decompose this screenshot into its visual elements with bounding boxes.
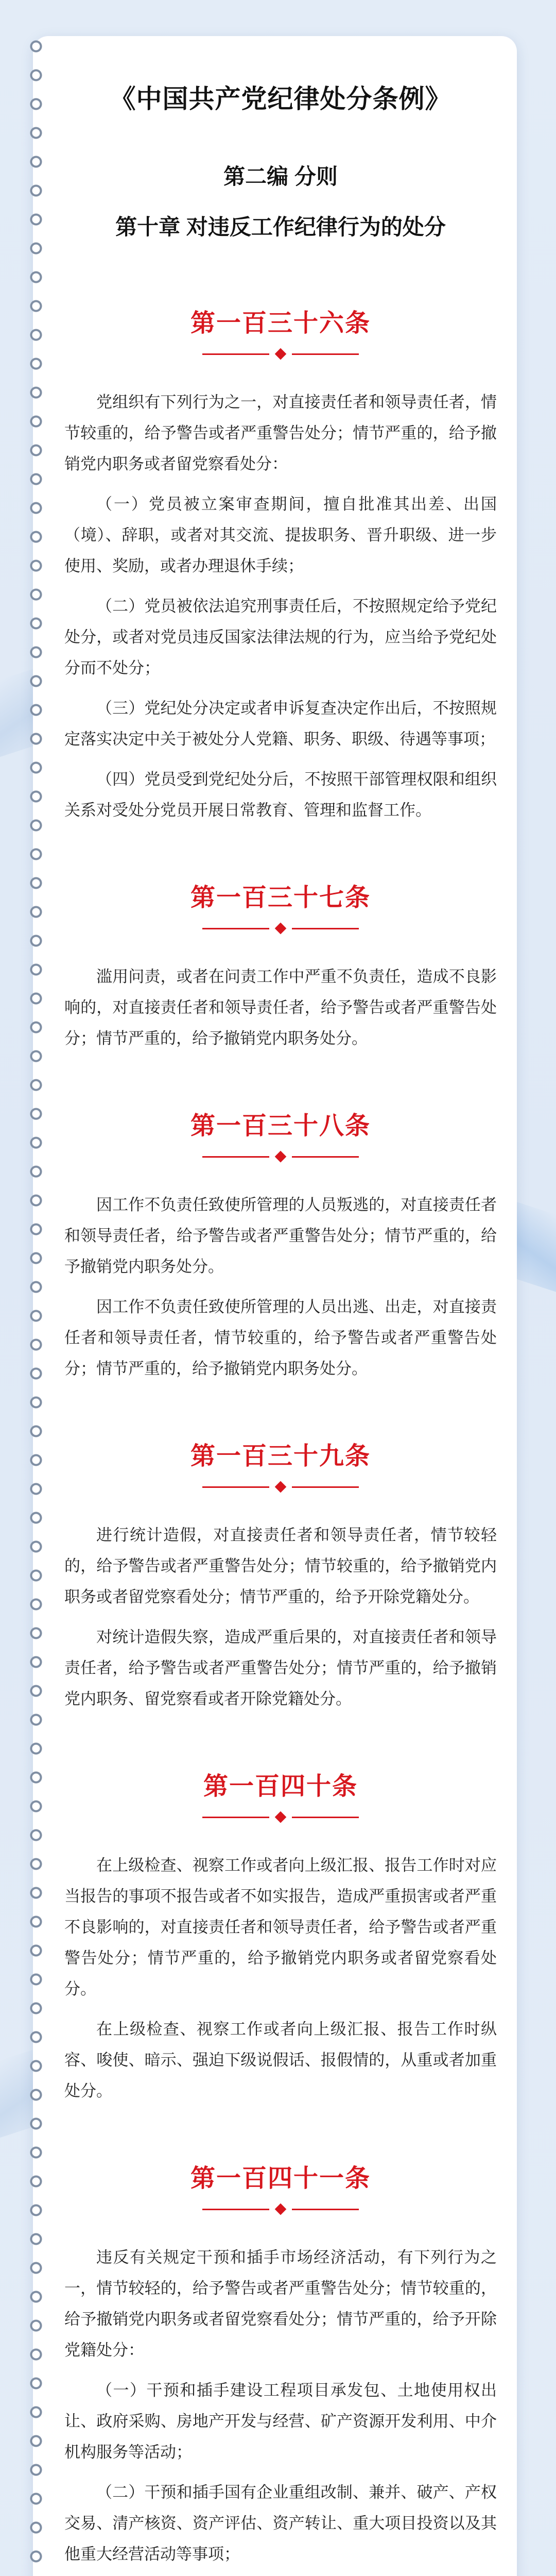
article-body — [64, 1850, 497, 2107]
article-paragraph: 滥用问责，或者在问责工作中严重不负责任，造成不良影响的，对直接责任者和领导责任者，给予警告或者严重警告处分；情节严重的，给予撤销党内职务处分。 — [64, 968, 497, 1047]
article-paragraph: 在上级检查、视察工作或者向上级汇报、报告工作时纵容、唆使、暗示、强迫下级说假话、报假情的，从重或者加重处分。 — [64, 2020, 497, 2100]
heading-ornament — [64, 350, 497, 358]
article-paragraph: 在上级检查、视察工作或者向上级汇报、报告工作时对应当报告的事项不报告或者不如实报告，造成严重损害或者严重不良影响的，对直接责任者和领导责任者，给予警告或者严重警告处分；情节严重的，给予撤销党内职务或者留党察看处分。 — [64, 1856, 497, 1998]
diamond-icon — [275, 348, 287, 360]
article-section — [64, 1106, 497, 1384]
article-body — [64, 961, 497, 1054]
article-paragraph: 对统计造假失察，造成严重后果的，对直接责任者和领导责任者，给予警告或者严重警告处分；情节严重的，给予撤销党内职务、留党察看或者开除党籍处分。 — [64, 1628, 497, 1708]
article-body — [64, 387, 497, 826]
article-body — [64, 1520, 497, 1715]
article-heading — [64, 303, 497, 358]
heading-ornament — [64, 1813, 497, 1821]
article-body — [64, 1190, 497, 1384]
articles-list — [64, 303, 497, 2576]
article-paragraph: 进行统计造假，对直接责任者和领导责任者，情节较轻的，给予警告或者严重警告处分；情节较重的，给予撤销党内职务或者留党察看处分；情节严重的，给予开除党籍处分。 — [64, 1526, 497, 1606]
chapter-title: 第十章 对违反工作纪律行为的处分 — [115, 215, 446, 239]
article-paragraph: （二）党员被依法追究刑事责任后，不按照规定给予党纪处分，或者对党员违反国家法律法规的行为，应当给予党纪处分而不处分； — [64, 597, 497, 677]
diamond-icon — [275, 1151, 287, 1163]
article-title: 第一百四十一条 — [190, 2165, 371, 2192]
heading-ornament — [64, 924, 497, 933]
article-title: 第一百三十八条 — [190, 1112, 371, 1140]
heading-rule — [292, 928, 359, 929]
article-title: 第一百三十七条 — [190, 884, 371, 911]
article-section — [64, 1436, 497, 1715]
part-title: 第二编 分则 — [223, 164, 338, 189]
article-title: 第一百三十六条 — [190, 310, 371, 337]
article-section — [64, 2158, 497, 2576]
heading-rule — [202, 2209, 269, 2210]
article-heading — [64, 1106, 497, 1161]
article-paragraph: 因工作不负责任致使所管理的人员叛逃的，对直接责任者和领导责任者，给予警告或者严重警告处分；情节严重的，给予撤销党内职务处分。 — [64, 1196, 497, 1276]
heading-ornament — [64, 1483, 497, 1491]
article-paragraph: 因工作不负责任致使所管理的人员出逃、出走，对直接责任者和领导责任者，情节较重的，给予警告或者严重警告处分；情节严重的，给予撤销党内职务处分。 — [64, 1298, 497, 1378]
article-paragraph: （一）干预和插手建设工程项目承发包、土地使用权出让、政府采购、房地产开发与经营、矿产资源开发利用、中介机构服务等活动； — [64, 2381, 497, 2461]
article-section — [64, 877, 497, 1054]
heading-rule — [202, 1156, 269, 1158]
heading-rule — [292, 1817, 359, 1818]
article-heading — [64, 2158, 497, 2213]
article-section — [64, 1766, 497, 2107]
article-heading — [64, 1436, 497, 1491]
spiral-binding — [20, 36, 53, 2576]
article-title: 第一百四十条 — [203, 1773, 358, 1800]
article-paragraph: （三）党纪处分决定或者申诉复查决定作出后，不按照规定落实决定中关于被处分人党籍、职务、职级、待遇等事项； — [64, 699, 497, 748]
heading-rule — [202, 928, 269, 929]
article-heading — [64, 877, 497, 933]
heading-rule — [202, 353, 269, 355]
article-heading — [64, 1766, 497, 1821]
heading-rule — [292, 353, 359, 355]
article-paragraph: 违反有关规定干预和插手市场经济活动，有下列行为之一，情节较轻的，给予警告或者严重警告处分；情节较重的，给予撤销党内职务或者留党察看处分；情节严重的，给予开除党籍处分： — [64, 2248, 497, 2359]
heading-rule — [292, 1486, 359, 1488]
heading-rule — [202, 1817, 269, 1818]
article-paragraph: （一）党员被立案审查期间，擅自批准其出差、出国（境）、辞职，或者对其交流、提拔职务、晋升职级、进一步使用、奖励，或者办理退休手续； — [64, 495, 497, 575]
article-paragraph: （四）党员受到党纪处分后，不按照干部管理权限和组织关系对受处分党员开展日常教育、管理和监督工作。 — [64, 770, 497, 819]
heading-rule — [292, 1156, 359, 1158]
diamond-icon — [275, 923, 287, 935]
article-section — [64, 303, 497, 826]
diamond-icon — [275, 2204, 287, 2215]
heading-ornament — [64, 1153, 497, 1161]
diamond-icon — [275, 1481, 287, 1493]
heading-rule — [292, 2209, 359, 2210]
article-body — [64, 2242, 497, 2576]
article-title: 第一百三十九条 — [190, 1443, 371, 1470]
document-content — [64, 36, 497, 2576]
heading-ornament — [64, 2205, 497, 2213]
heading-rule — [202, 1486, 269, 1488]
diamond-icon — [275, 1811, 287, 1823]
article-paragraph: 党组织有下列行为之一，对直接责任者和领导责任者，情节较重的，给予警告或者严重警告处分；情节严重的，给予撤销党内职务或者留党察看处分： — [64, 393, 497, 473]
document-title: 《中国共产党纪律处分条例》 — [110, 84, 451, 113]
article-paragraph: （二）干预和插手国有企业重组改制、兼并、破产、产权交易、清产核资、资产评估、资产转让、重大项目投资以及其他重大经营活动等事项； — [64, 2483, 497, 2563]
